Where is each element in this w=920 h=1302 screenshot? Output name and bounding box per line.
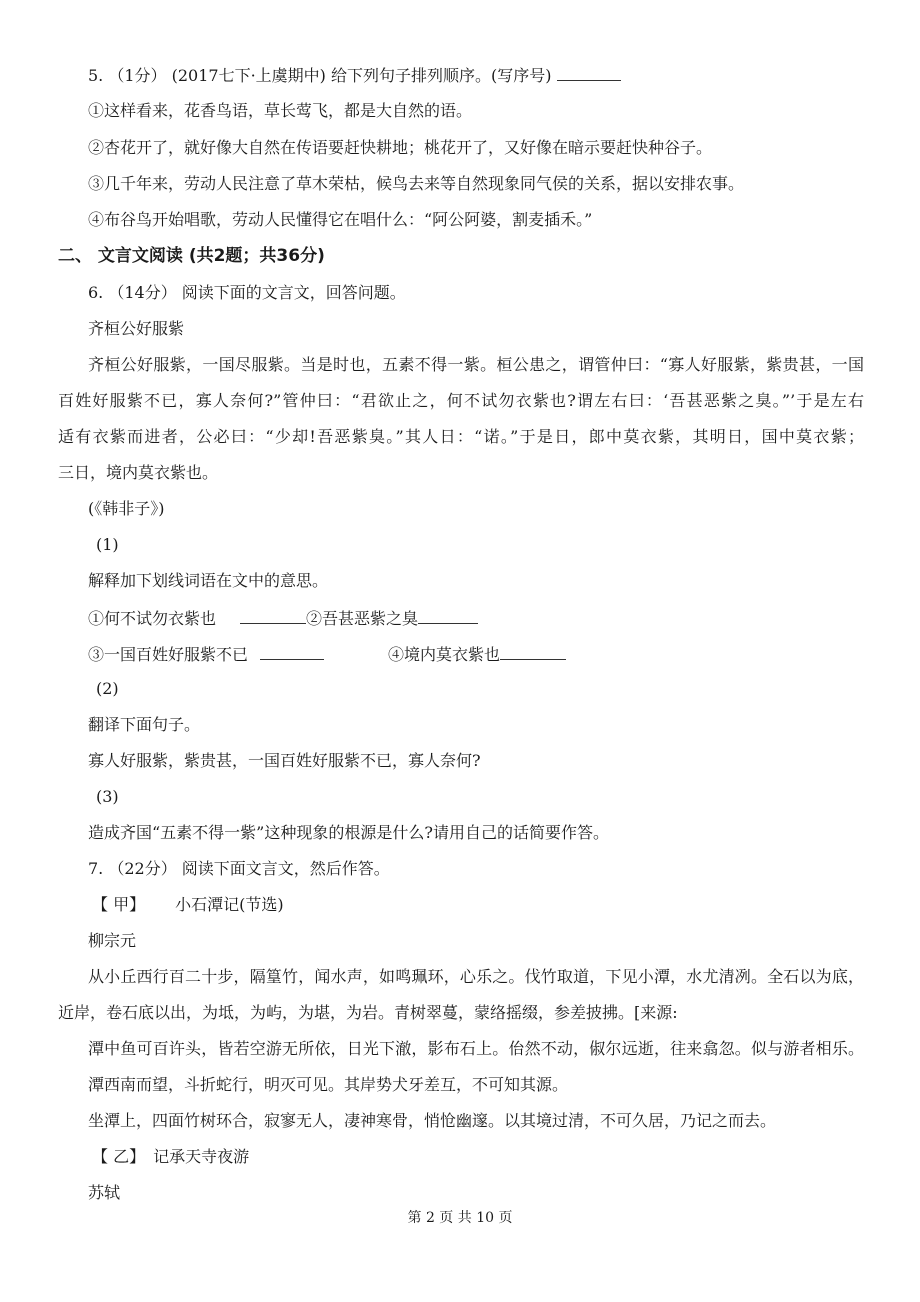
section-heading: 二、 文言文阅读 (共2题；共36分) — [58, 246, 325, 266]
q7-yi-header — [92, 1147, 249, 1167]
q7-stem: 7. （22分） 阅读下面文言文，然后作答。 — [88, 859, 390, 878]
q6-source: (《韩非子》) — [88, 499, 165, 518]
q5-stem: 5. （1分） (2017七下·上虞期中) 给下列句子排列顺序。(写序号) — [88, 64, 621, 86]
q6-sub2-sentence: 寡人好服紫，紫贵甚，一国百姓好服紫不已，寡人奈何? — [88, 751, 481, 770]
q5-option-2: ②杏花开了，就好像大自然在传语要赶快耕地；桃花开了，又好像在暗示要赶快种谷子。 — [88, 138, 713, 157]
q6-sub1-item-3: ③一国百姓好服紫不已 — [88, 645, 249, 664]
q6-sub1-item-2: ②吾甚恶紫之臭 — [306, 609, 419, 628]
q7-jia-line-1: 从小丘西行百二十步，隔篁竹，闻水声，如鸣珮环，心乐之。伐竹取道，下见小潭，水尤清冽。全石以为底， — [88, 967, 864, 986]
q6-sub1-row-2 — [88, 643, 324, 665]
answer-blank[interactable] — [260, 643, 324, 660]
q6-sub2-number: (2) — [96, 679, 119, 698]
answer-blank[interactable] — [557, 64, 621, 81]
q6-passage-line-3: 适有衣紫而进者，公必曰：“少却!吾恶紫臭。”其人日：“诺。”于是日，郎中莫衣紫，其明日，国中莫衣紫； — [58, 427, 864, 446]
q6-passage-title: 齐桓公好服紫 — [88, 319, 185, 338]
q6-sub1-item-1: ①何不试勿衣紫也 — [88, 609, 217, 628]
q6-sub1-number: (1) — [96, 535, 119, 554]
q7-jia-line-2: 近岸，卷石底以出，为坻，为屿，为堪，为岩。青树翠蔓，蒙络摇缀，参差披拂。[来源: — [58, 1003, 678, 1022]
q6-stem: 6. （14分） 阅读下面的文言文，回答问题。 — [88, 283, 406, 302]
q7-yi-title: 记承天寺夜游 — [153, 1147, 250, 1166]
q6-passage-line-2: 百姓好服紫不已，寡人奈何?”管仲曰：“君欲止之，何不试勿衣紫也?谓左右曰：‘吾甚恶紫之臭。”’于是左右 — [58, 391, 864, 410]
q5-option-3: ③几千年来，劳动人民注意了草木荣枯，候鸟去来等自然现象同气侯的关系，据以安排农事。 — [88, 174, 745, 193]
q5-option-1: ①这样看来，花香鸟语，草长莺飞，都是大自然的语。 — [88, 101, 473, 120]
q6-sub1-prompt: 解释加下划线词语在文中的意思。 — [88, 571, 329, 590]
page-footer: 第 2 页 共 10 页 — [407, 1210, 513, 1226]
q7-jia-line-5: 坐潭上，四面竹树环合，寂寥无人，凄神寒骨，悄怆幽邃。以其境过清，不可久居，乃记之而去。 — [88, 1111, 777, 1130]
q7-jia-title: 小石潭记(节选) — [175, 895, 284, 914]
answer-blank[interactable] — [500, 643, 566, 660]
q7-jia-line-3: 潭中鱼可百许头，皆若空游无所依，日光下澈，影布石上。佁然不动，俶尔远逝，往来翕忽。似与游者相乐。 — [88, 1039, 864, 1058]
q7-jia-author: 柳宗元 — [88, 931, 137, 950]
q5-option-4: ④布谷鸟开始唱歌，劳动人民懂得它在唱什么：“阿公阿婆，割麦插禾。” — [88, 210, 593, 229]
q7-jia-header — [92, 895, 284, 915]
answer-blank[interactable] — [240, 607, 306, 624]
q6-passage-line-1: 齐桓公好服紫，一国尽服紫。当是时也，五素不得一紫。桓公患之，谓管仲曰：“寡人好服紫，紫贵甚，一国 — [88, 355, 864, 374]
q6-sub1-item-4: ④境内莫衣紫也 — [388, 645, 501, 664]
q6-passage-line-4: 三日，境内莫衣紫也。 — [58, 463, 219, 482]
q7-yi-author: 苏轼 — [88, 1183, 121, 1202]
q6-sub2-prompt: 翻译下面句子。 — [88, 715, 201, 734]
q6-sub1-row-1 — [88, 607, 478, 629]
q6-sub3-number: (3) — [96, 787, 119, 806]
answer-blank[interactable] — [418, 607, 478, 624]
q7-yi-tag: 【 乙】 — [92, 1147, 146, 1166]
q7-jia-line-4: 潭西南而望，斗折蛇行，明灭可见。其岸势犬牙差互，不可知其源。 — [88, 1075, 569, 1094]
q6-sub1-row-2b — [388, 643, 566, 665]
q6-sub3-prompt: 造成齐国“五素不得一紫”这种现象的根源是什么?请用自己的话简要作答。 — [88, 823, 609, 842]
q7-jia-tag: 【 甲】 — [92, 895, 146, 914]
